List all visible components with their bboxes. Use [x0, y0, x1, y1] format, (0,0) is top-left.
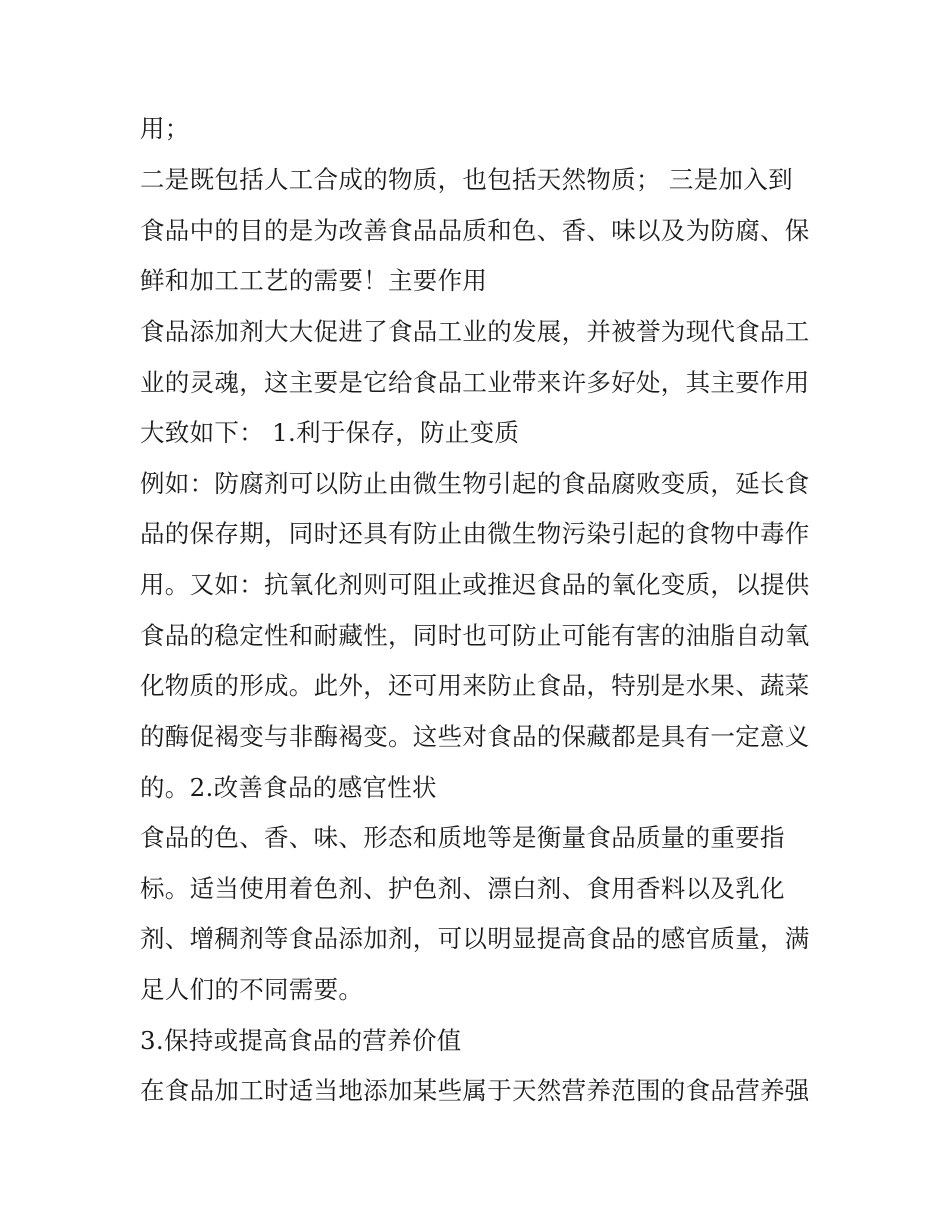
text-line: 剂、增稠剂等食品添加剂，可以明显提高食品的感官质量，满: [140, 924, 810, 953]
text-line: 鲜和加工工艺的需要！主要作用: [140, 266, 488, 295]
text-line: 食品的色、香、味、形态和质地等是衡量食品质量的重要指: [140, 823, 785, 852]
text-line: 二是既包括人工合成的物质，也包括天然物质； 三是加入到: [140, 165, 793, 194]
text-line: 业的灵魂，这主要是它给食品工业带来许多好处，其主要作用: [140, 368, 810, 397]
text-line: 食品中的目的是为改善食品品质和色、香、味以及为防腐、保: [140, 216, 810, 245]
text-line: 3.保持或提高食品的营养价值: [140, 1026, 462, 1055]
text-line: 的酶促褐变与非酶褐变。这些对食品的保藏都是具有一定意义: [140, 722, 810, 751]
text-line: 标。适当使用着色剂、护色剂、漂白剂、食用香料以及乳化: [140, 874, 785, 903]
text-line: 用。又如：抗氧化剂则可阻止或推迟食品的氧化变质，以提供: [140, 570, 810, 599]
text-line: 的。2.改善食品的感官性状: [140, 773, 437, 802]
text-line: 在食品加工时适当地添加某些属于天然营养范围的食品营养强: [140, 1076, 810, 1105]
text-line: 用；: [140, 114, 190, 143]
text-line: 品的保存期，同时还具有防止由微生物污染引起的食物中毒作: [140, 519, 810, 548]
text-line: 大致如下： 1.利于保存，防止变质: [140, 418, 520, 447]
text-line: 足人们的不同需要。: [140, 975, 364, 1004]
text-line: 食品添加剂大大促进了食品工业的发展，并被誉为现代食品工: [140, 317, 810, 346]
text-line: 例如：防腐剂可以防止由微生物引起的食品腐败变质，延长食: [140, 469, 810, 498]
text-line: 食品的稳定性和耐藏性，同时也可防止可能有害的油脂自动氧: [140, 621, 810, 650]
text-line: 化物质的形成。此外，还可用来防止食品，特别是水果、蔬菜: [140, 671, 810, 700]
